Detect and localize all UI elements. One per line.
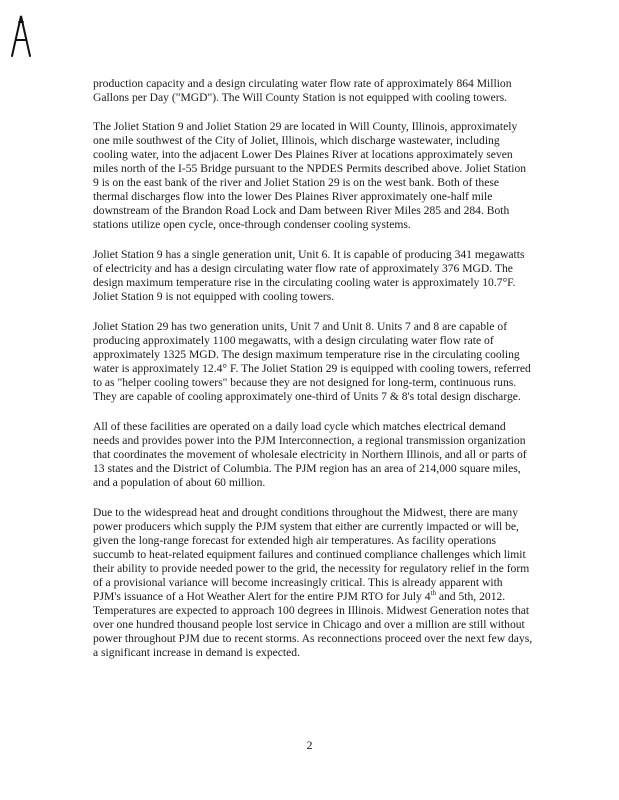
paragraph-1: production capacity and a design circulating water flow rate of approximately 864 Million Gallons per Day ("MGD"). The Will County Station is not equipped with cooling towers. (93, 77, 512, 104)
handwritten-a-mark (8, 10, 38, 62)
paragraph-6-part-1: Due to the widespread heat and drought conditions throughout the Midwest, there are many power producers which supply the PJM system that either are currently impacted or will be, given the long-range forecast for extended high air temperatures. As facility operations succumb to heat-related equipment failures and continued compliance challenges which limit their ability to provide needed power to the grid, the necessity for regulatory relief in the form of a provisional variance will become increasingly critical. This is already apparent with PJM's issuance of a Hot Weather Alert for the entire PJM RTO for July 4 (93, 506, 530, 603)
paragraph-3: Joliet Station 9 has a single generation unit, Unit 6. It is capable of producing 341 megawatts of electricity and has a design circulating water flow rate of approximately 376 MGD. The design maximum temperature rise in the circulating cooling water is approximately 10.7°F. Joliet Station 9 is not equipped with cooling towers. (93, 248, 525, 303)
superscript-th: th (430, 589, 436, 598)
paragraph-4: Joliet Station 29 has two generation units, Unit 7 and Unit 8. Units 7 and 8 are capable of producing approximately 1100 megawatts, with a design circulating water flow rate of approximately 1325 MGD. The design maximum temperature rise in the circulating cooling water is approximately 12.4° F. The Joliet Station 29 is equipped with cooling towers, referred to as "helper cooling towers" because they are not designed for long-term, continuous runs. They are capable of cooling approximately one-third of Units 7 & 8's total design discharge. (93, 320, 531, 403)
document-body (93, 77, 533, 676)
paragraph-6-part-2: and 5th, 2012. Temperatures are expected to approach 100 degrees in Illinois. Midwest Generation notes that over one hundred thousand people lost service in Chicago and over a million are still without power throughout PJM due to recent storms. As reconnections proceed over the next few days, a significant increase in demand is expected. (93, 590, 533, 659)
paragraph-2: The Joliet Station 9 and Joliet Station 29 are located in Will County, Illinois, approximately one mile southwest of the City of Joliet, Illinois, which discharge wastewater, including cooling water, into the adjacent Lower Des Plaines River at locations approximately seven miles north of the I-55 Bridge pursuant to the NPDES Permits described above. Joliet Station 9 is on the east bank of the river and Joliet Station 29 is on the west bank. Both of these thermal discharges flow into the lower Des Plaines River approximately one-half mile downstream of the Brandon Road Lock and Dam between River Miles 285 and 284. Both stations utilize open cycle, once-through condenser cooling systems. (93, 120, 527, 231)
paragraph-5: All of these facilities are operated on a daily load cycle which matches electrical demand needs and provides power into the PJM Interconnection, a regional transmission organization that coordinates the movement of wholesale electricity in Northern Illinois, and all or parts of 13 states and the District of Columbia. The PJM region has an area of 214,000 square miles, and a population of about 60 million. (93, 420, 527, 489)
paragraph-6 (93, 506, 533, 660)
page-number: 2 (306, 738, 313, 752)
